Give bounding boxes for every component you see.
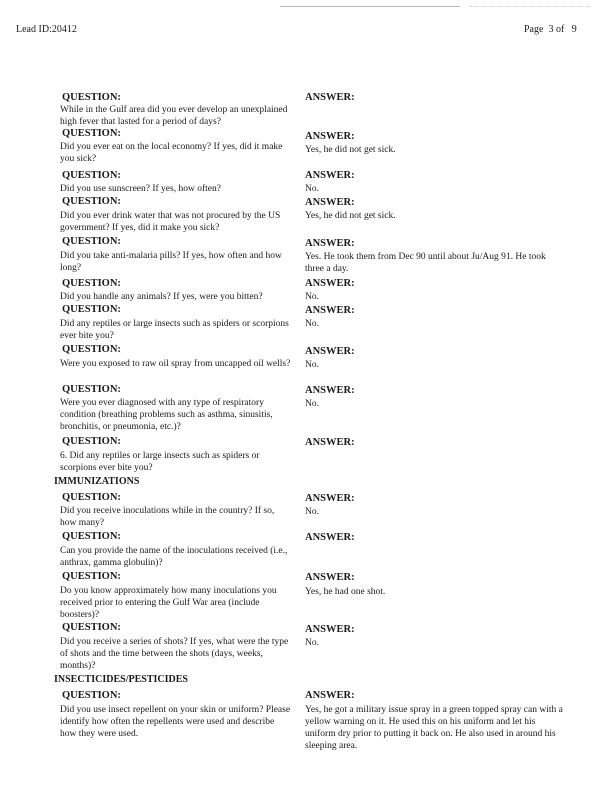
question-label: QUESTION: [62, 236, 121, 247]
answer-label: ANSWER: [305, 170, 355, 181]
question-label: QUESTION: [62, 196, 121, 207]
answer-text: Yes, he had one shot. [305, 587, 386, 597]
question-label: QUESTION: [62, 384, 121, 395]
question-text: Were you ever diagnosed with any type of respiratory condition (breathing problems such as asthma, sinusitis, bronchitis, or pneumonia, etc.)? [60, 398, 273, 432]
answer-label: ANSWER: [305, 385, 355, 396]
answer-label: ANSWER: [305, 493, 355, 504]
question-label: QUESTION: [62, 92, 121, 103]
answer-label: ANSWER: [305, 305, 355, 316]
answer-label: ANSWER: [305, 131, 355, 142]
answer-label: ANSWER: [305, 690, 355, 701]
question-text: Did you take anti-malaria pills? If yes, how often and how long? [60, 251, 282, 273]
question-label: QUESTION: [62, 531, 121, 542]
answer-text: Yes, he did not get sick. [305, 145, 396, 155]
answer-label: ANSWER: [305, 92, 355, 103]
question-text: Did you receive a series of shots? If yes, what were the type of shots and the time between the shots (days, weeks, months)? [60, 637, 289, 671]
answer-text: Yes, he did not get sick. [305, 211, 396, 221]
answer-label: ANSWER: [305, 437, 355, 448]
answer-text: No. [305, 507, 319, 517]
answer-label: ANSWER: [305, 572, 355, 583]
question-label: QUESTION: [62, 344, 121, 355]
answer-text: No. [305, 638, 319, 648]
question-label: QUESTION: [62, 304, 121, 315]
question-text: 6. Did any reptiles or large insects such as spiders or scorpions ever bite you? [60, 451, 260, 473]
question-text: Do you know approximately how many inoculations you received prior to entering the Gulf War area (include boosters)? [60, 586, 277, 620]
question-text: Did you receive inoculations while in the country? If so, how many? [60, 506, 275, 528]
question-text: While in the Gulf area did you ever develop an unexplained high fever that lasted for a period of days? [60, 105, 288, 127]
question-text: Did you ever eat on the local economy? If yes, did it make you sick? [60, 142, 283, 164]
question-text: Did any reptiles or large insects such as spiders or scorpions ever bite you? [60, 319, 289, 341]
answer-label: ANSWER: [305, 532, 355, 543]
question-label: QUESTION: [62, 436, 121, 447]
question-text: Did you use sunscreen? If yes, how often? [60, 184, 221, 194]
answer-text: No. [305, 184, 319, 194]
answer-text: No. [305, 319, 319, 329]
question-label: QUESTION: [62, 128, 121, 139]
question-label: QUESTION: [62, 278, 121, 289]
question-label: QUESTION: [62, 571, 121, 582]
answer-text: No. [305, 399, 319, 409]
question-text: Did you handle any animals? If yes, were you bitten? [60, 292, 263, 302]
lead-id: Lead ID:20412 [16, 24, 77, 35]
question-label: QUESTION: [62, 492, 121, 503]
answer-text: Yes, he got a military issue spray in a green topped spray can with a yellow warning on it. He used this on his uniform and let his uniform dry prior to putting it back on. He also used in around his sleeping area. [305, 705, 563, 751]
answer-label: ANSWER: [305, 238, 355, 249]
section-heading-insecticides: INSECTICIDES/PESTICIDES [54, 674, 188, 685]
question-text: Were you exposed to raw oil spray from uncapped oil wells? [60, 359, 291, 369]
answer-text: Yes. He took them from Dec 90 until about Ju/Aug 91. He took three a day. [305, 252, 546, 274]
answer-label: ANSWER: [305, 197, 355, 208]
section-heading-immunizations: IMMUNIZATIONS [54, 476, 140, 487]
question-text: Did you ever drink water that was not procured by the US government? If yes, did it make you sick? [60, 211, 281, 233]
question-label: QUESTION: [62, 622, 121, 633]
question-label: QUESTION: [62, 170, 121, 181]
question-label: QUESTION: [62, 690, 121, 701]
question-text: Can you provide the name of the inoculations received (i.e., anthrax, gamma globulin)? [60, 546, 288, 568]
page-number: Page 3 of 9 [524, 24, 577, 35]
answer-label: ANSWER: [305, 624, 355, 635]
answer-label: ANSWER: [305, 346, 355, 357]
answer-label: ANSWER: [305, 278, 355, 289]
question-text: Did you use insect repellent on your skin or uniform? Please identify how often the repellents were used and describe how they were used. [60, 705, 291, 739]
answer-text: No. [305, 292, 319, 302]
answer-text: No. [305, 360, 319, 370]
